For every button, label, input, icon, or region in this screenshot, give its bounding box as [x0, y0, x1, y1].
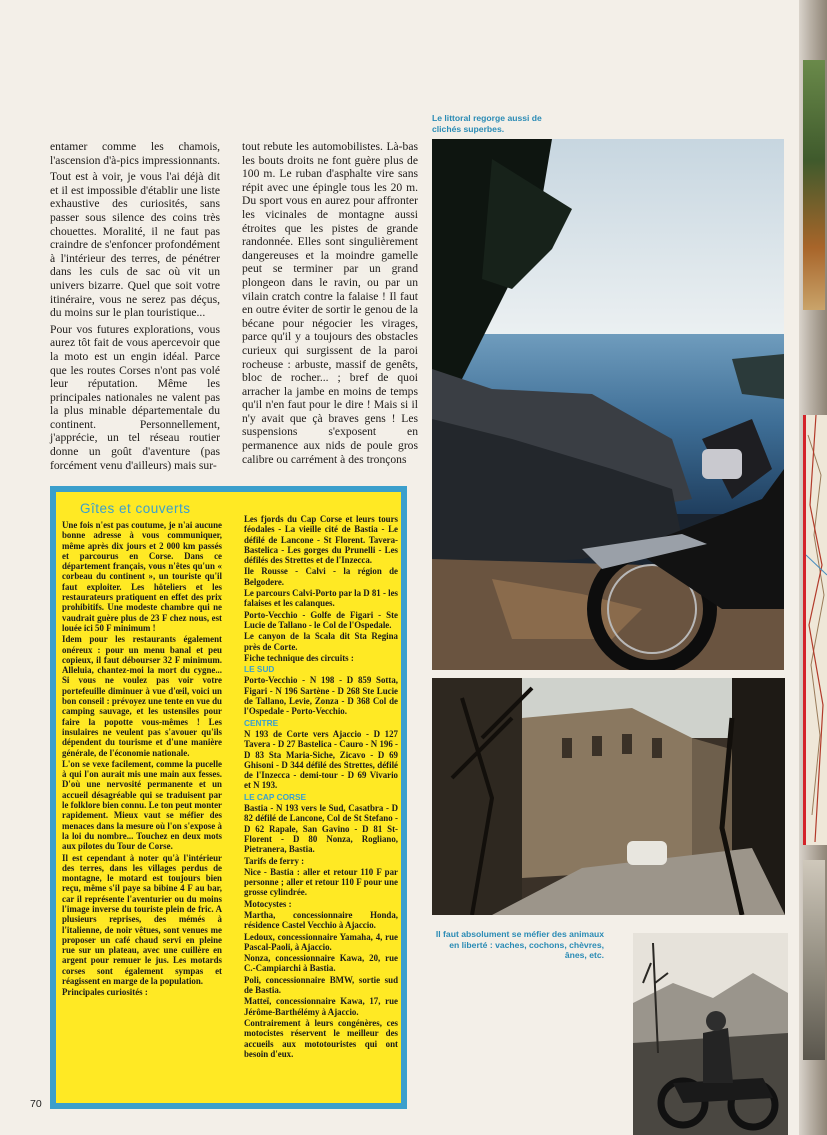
caption-animals: Il faut absolument se méfier des animaux en liberté : vaches, cochons, chèvres, ânes, etc. — [435, 929, 604, 960]
region-heading-cap-corse: LE CAP CORSE — [244, 791, 307, 802]
info-box-paragraph: L'on se vexe facilement, comme la pucelle à qui l'on aurait mis une main aux fesses. D'où une nervosité permanente et un accueil désagréable qui se traduisent par le folklore bien connu. Le ton peut monter rapidement. Mieux vaut se méfier des menaces dans la mesure où l'on s'expose à la loi du nombre... Touchez en deux mots aux pilotes du Tour de Corse. — [62, 758, 222, 852]
region-heading-sud: LE SUD — [244, 664, 275, 675]
map-lines — [806, 415, 827, 842]
info-box-paragraph: Ile Rousse - Calvi - la région de Belgodere. — [244, 566, 398, 587]
page-number: 70 — [30, 1098, 42, 1110]
info-box-paragraph: Nice - Bastia : aller et retour 110 F par personne ; aller et retour 110 F pour une grosse cylindrée. — [244, 866, 398, 898]
info-box-paragraph: N 193 de Corte vers Ajaccio - D 127 Tavera - D 27 Bastelica - Cauro - N 196 - D 83 Sta Maria-Siche, Zicavo - D 69 Ghisoni - D 344 défilé des Strettes, défilé de l'Inzecca - demi-tour - D 69 Vivario et N 193. — [244, 728, 398, 791]
info-box-paragraph: Une fois n'est pas coutume, je n'ai aucune bonne adresse à vous communiquer, même après dix jours et 2 000 km passés et parcourus en Corse. Dans ce département français, vous n'êtes qu'un « corbeau du continent », un touriste qu'il faut exploiter. Les hôteliers et les restaurateurs pratiquent en effet des prix prohibitifs. Une modeste chambre qui ne vaudrait guère plus de 23 F chez nous, est louée ici 50 F minimum ! — [62, 520, 222, 633]
article-column-1 — [50, 140, 220, 475]
info-box-column-left — [62, 520, 222, 999]
photo-village-street — [432, 678, 785, 915]
info-box-paragraph: Porto-Vecchio - N 198 - D 859 Sotta, Figari - N 196 Sartène - D 268 Ste Lucie de Tallano, Levie, Zonza - D 368 Col de l'Ospedale - Porto-Vecchio. — [244, 675, 398, 717]
info-box-paragraph: Principales curiosités : — [62, 987, 148, 998]
next-page-photo-strip — [803, 60, 825, 310]
info-box-paragraph: Le canyon de la Scala dit Sta Regina près de Corte. — [244, 631, 398, 652]
info-box-paragraph: Porto-Vecchio - Golfe de Figari - Ste Lucie de Tallano - le Col de l'Ospedale. — [244, 609, 398, 630]
info-box-paragraph: Idem pour les restaurants également onéreux : pour un menu banal et peu copieux, il faut débourser 32 F minimum. Alleluia, chantez-moi la mort du cygne... Si vous ne voulez pas voir votre portefeuille diminuer à vue d'œil, voici un bon conseil : prévoyez une tente en vue du camping sauvage, et les ustensiles pour faire la popotte vous-mêmes ! Les insulaires ne veulent pas s'avouer qu'ils dépendent du tourisme et d'une manière générale, de l'économie nationale. — [62, 634, 222, 758]
article-paragraph: entamer comme les chamois, l'ascension d'à-pics impressionnants. — [50, 140, 221, 167]
article-paragraph: Tout est à voir, je vous l'ai déjà dit et il est impossible d'établir une liste exhaustive des curiosités, sans passer sous silence des coins très chouettes. Moralité, il ne faut pas craindre de s'enfoncer profondément à l'intérieur des terres, de pénétrer dans les culs de sac où vit un univers bizarre. Quel que soit votre itinéraire, vous ne serez pas déçus, du moins sur le plan touristique... — [50, 170, 220, 320]
region-heading-centre: CENTRE — [244, 717, 279, 728]
map-strip — [803, 415, 827, 845]
info-box-paragraph: Ledoux, concessionnaire Yamaha, 4, rue Pascal-Paoli, à Ajaccio. — [244, 931, 398, 952]
info-box-paragraph: Fiche technique des circuits : — [244, 652, 354, 663]
info-box-column-right — [244, 514, 398, 1060]
info-box-paragraph: Motocystes : — [244, 898, 292, 909]
photo-coast-motorcycle — [432, 139, 784, 670]
info-box-gites — [50, 486, 407, 1109]
info-box-title: Gîtes et couverts — [80, 501, 191, 516]
info-box-paragraph: Bastia - N 193 vers le Sud, Casatbra - D 82 défilé de Lancone, Col de St Stefano - D 62 Rapale, San Gavino - D 81 St-Florent - D 80 Nonza, Rogliano, Pietranera, Bastia. — [244, 803, 398, 855]
info-box-paragraph: Martha, concessionnaire Honda, résidence Castel Vecchio à Ajaccio. — [244, 909, 398, 931]
info-box-paragraph: Poli, concessionnaire BMW, sortie sud de Bastia. — [244, 974, 398, 996]
next-page-photo-strip-2 — [803, 860, 825, 1060]
photo-rider-mountain — [633, 933, 788, 1135]
info-box-paragraph: Matteï, concessionnaire Kawa, 17, rue Jérôme-Barthélémy à Ajaccio. — [244, 996, 398, 1017]
article-paragraph: Pour vos futures explorations, vous aurez tôt fait de vous apercevoir que la moto est un engin idéal. Parce que les routes Corses n'ont pas volé leur réputation. Même les principales nationales ne valent pas la plus minable départementale du continent. Personnellement, j'apprécie, un tel réseau routier donne un goût d'aventure (pas forcément venu d'ailleurs) mais sur- — [50, 322, 220, 472]
info-box-paragraph: Tarifs de ferry : — [244, 855, 305, 866]
article-paragraph: tout rebute les automobilistes. Là-bas les bouts droits ne font guère plus de 100 m. Le ruban d'asphalte vire sans répit avec une épingle tous les 20 m. Du sport vous en aurez pour affronter les vicinales de montagne aussi étroites que les pistes de grande randonnée. Elles sont singulièrement dangereuses et la moindre gamelle peut se terminer par un grand plongeon dans le ravin, ou par un vilain cratch contre la falaise ! Il faut en outre éviter de sortir le genou de la bécane pour négocier les virages, parce qu'il y a toujours des obstacles curieux qui surgissent de la paroi rocheuse : arbuste, massif de genêts, bloc de rocher... ; bref de quoi arracher la jambe en moins de temps qu'il n'en faut pour le dire ! Mais si il n'y avait que çà braves gens ! Les suspensions s'exposent en permanence aux nids de poule gros calibre ou carrément à des tronçons — [242, 140, 418, 466]
info-box-paragraph: Le parcours Calvi-Porto par la D 81 - les falaises et les calanques. — [244, 588, 398, 609]
info-box-paragraph: Les fjords du Cap Corse et leurs tours féodales - La vieille cité de Bastia - Le défilé de Lancone - St Florent. Tavera-Bastelica - Les gorges du Prunelli - Les défilés des Strettes et de l'Inzecca. — [244, 514, 398, 566]
caption-coast: Le littoral regorge aussi de clichés superbes. — [432, 113, 542, 134]
article-column-2 — [242, 140, 418, 469]
info-box-paragraph: Il est cependant à noter qu'à l'intérieur des terres, dans les villages perdus de montagne, le motard est toujours bien reçu, même s'il paye sa bibine 4 F au bar, car il représente l'aventurier ou du moins l'image inverse du touriste plein de fric. A plusieurs reprises, des mémés à l'italienne, de noir vêtues, sont venues me proposer un café chaud servi en pleine rue sur un plateau, avec une cuillère en argent pour remuer le jus. Les motards corses sont également sympas et réagissent en marge de la population. — [62, 852, 222, 987]
info-box-body — [56, 492, 401, 1103]
info-box-paragraph: Nonza, concessionnaire Kawa, 20, rue C.-Campiarchi à Bastia. — [244, 953, 398, 974]
info-box-paragraph: Contrairement à leurs congénères, ces motocistes réservent le meilleur des accueils aux mototouristes qui ont besoin d'eux. — [244, 1017, 398, 1059]
